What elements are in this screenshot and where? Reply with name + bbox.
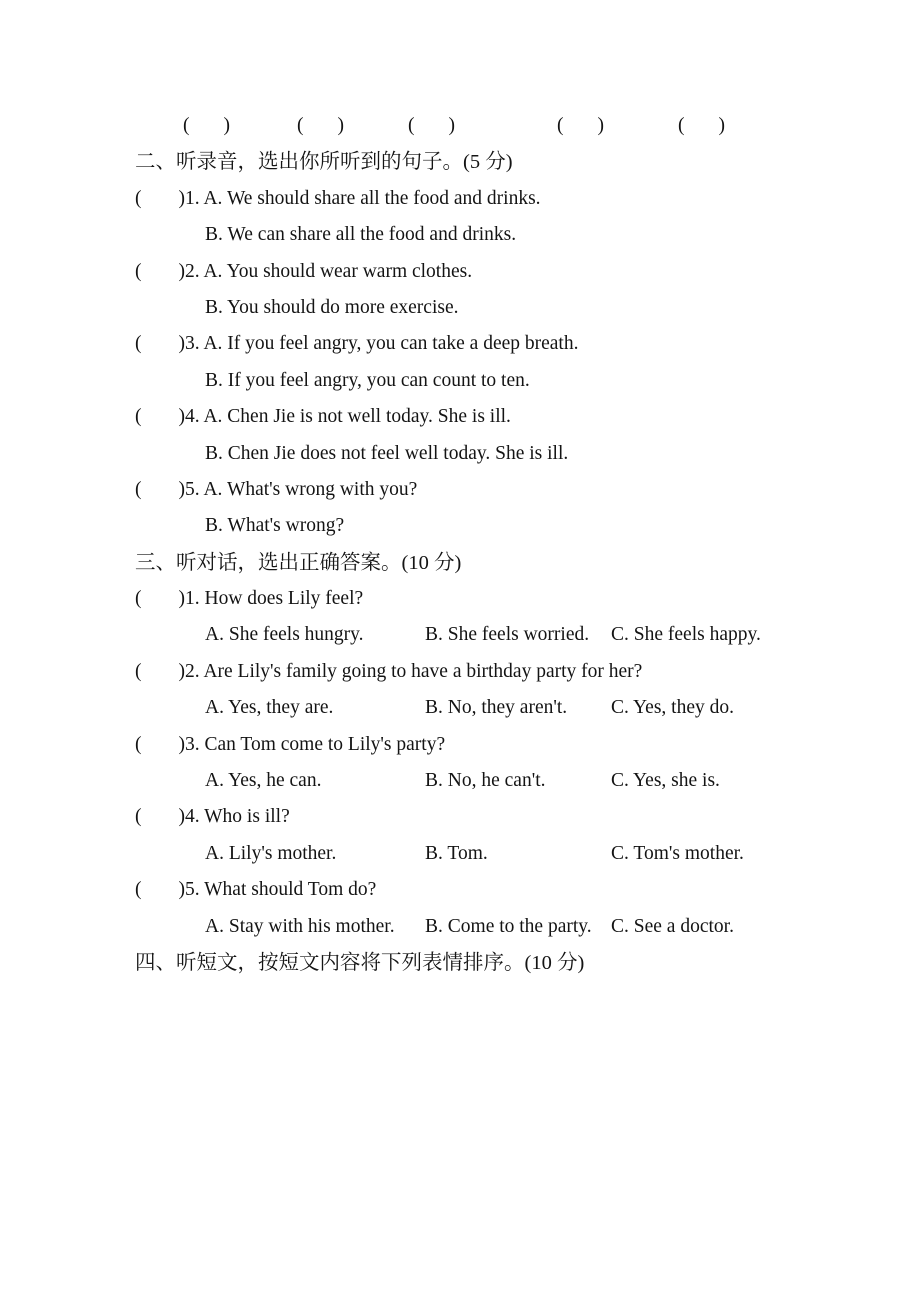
s2-q2-optionB-line bbox=[205, 290, 880, 326]
paren-close-glyph: ) bbox=[178, 806, 185, 828]
s3-q2-line bbox=[135, 654, 880, 690]
s3-q4-options-row bbox=[205, 836, 880, 872]
option-label: A. bbox=[203, 406, 223, 428]
paren-close-glyph: ) bbox=[448, 115, 455, 136]
option-a bbox=[205, 836, 425, 872]
s3-q4-line bbox=[135, 799, 880, 835]
answer-blank-row bbox=[183, 108, 880, 144]
question-text: Who is ill? bbox=[204, 806, 290, 828]
s3-q3-options-row bbox=[205, 763, 880, 799]
option-text: No, they aren't. bbox=[447, 697, 568, 719]
paren-open-glyph: ( bbox=[297, 115, 304, 136]
option-label: B. bbox=[205, 369, 223, 391]
option-label: C. bbox=[611, 624, 629, 646]
option-text: Tom. bbox=[447, 842, 488, 864]
s2-q4-line bbox=[135, 399, 880, 435]
option-c bbox=[611, 617, 761, 653]
option-label: A. bbox=[203, 260, 223, 282]
option-c bbox=[611, 836, 744, 872]
answer-blank bbox=[678, 108, 725, 144]
paren-open-glyph: ( bbox=[408, 115, 415, 136]
option-text: She feels happy. bbox=[633, 624, 761, 646]
option-label: A. bbox=[205, 624, 224, 646]
question-text: How does Lily feel? bbox=[204, 588, 364, 610]
paren-close-glyph: ) bbox=[178, 879, 185, 901]
option-text: You should do more exercise. bbox=[227, 296, 459, 318]
question-number: 1. bbox=[185, 588, 200, 610]
paren-close-glyph: ) bbox=[178, 260, 185, 282]
question-number: 5. bbox=[185, 478, 200, 500]
paren-close-glyph: ) bbox=[718, 115, 725, 136]
option-text: She feels worried. bbox=[447, 624, 590, 646]
question-text: Can Tom come to Lily's party? bbox=[204, 733, 446, 755]
option-text: Yes, he can. bbox=[228, 770, 322, 792]
s2-q1-optionB-line bbox=[205, 217, 880, 253]
option-text: Yes, she is. bbox=[633, 770, 720, 792]
option-b bbox=[425, 763, 611, 799]
option-text: Lily's mother. bbox=[228, 842, 337, 864]
question-text: Are Lily's family going to have a birthday party for her? bbox=[203, 660, 643, 682]
s3-q3-line bbox=[135, 727, 880, 763]
option-label: B. bbox=[205, 442, 223, 464]
option-label: A. bbox=[205, 770, 224, 792]
s3-q5-options-row bbox=[205, 909, 880, 945]
option-label: A. bbox=[205, 915, 224, 937]
question-number: 2. bbox=[185, 260, 200, 282]
s2-q3-optionB-line bbox=[205, 363, 880, 399]
option-b bbox=[425, 836, 611, 872]
question-number: 4. bbox=[185, 406, 200, 428]
s3-q2-options-row bbox=[205, 690, 880, 726]
option-label: A. bbox=[205, 842, 224, 864]
option-label: B. bbox=[205, 515, 223, 537]
paren-close-glyph: ) bbox=[337, 115, 344, 136]
option-c bbox=[611, 909, 734, 945]
paren-open-glyph: ( bbox=[135, 806, 142, 828]
option-label: A. bbox=[205, 697, 224, 719]
option-text: If you feel angry, you can count to ten. bbox=[227, 369, 530, 391]
option-c bbox=[611, 690, 734, 726]
answer-blank bbox=[557, 108, 604, 144]
paren-open-glyph: ( bbox=[135, 660, 142, 682]
option-text: Chen Jie does not feel well today. She is ill. bbox=[227, 442, 569, 464]
option-c bbox=[611, 763, 720, 799]
option-text: If you feel angry, you can take a deep breath. bbox=[227, 333, 579, 355]
paren-open-glyph: ( bbox=[135, 733, 142, 755]
option-text: We should share all the food and drinks. bbox=[226, 187, 541, 209]
option-text: Come to the party. bbox=[447, 915, 592, 937]
option-label: C. bbox=[611, 770, 629, 792]
option-text: Stay with his mother. bbox=[228, 915, 395, 937]
question-number: 3. bbox=[185, 333, 200, 355]
s3-q5-line bbox=[135, 872, 880, 908]
option-label: B. bbox=[205, 296, 223, 318]
paren-open-glyph: ( bbox=[135, 187, 142, 209]
s2-q3-line bbox=[135, 326, 880, 362]
paren-open-glyph: ( bbox=[557, 115, 564, 136]
paren-close-glyph: ) bbox=[178, 733, 185, 755]
option-text: She feels hungry. bbox=[228, 624, 364, 646]
question-number: 2. bbox=[185, 660, 200, 682]
paren-open-glyph: ( bbox=[135, 478, 142, 500]
option-label: C. bbox=[611, 697, 629, 719]
option-label: C. bbox=[611, 842, 629, 864]
option-label: A. bbox=[203, 187, 223, 209]
s2-q1-line bbox=[135, 181, 880, 217]
question-number: 5. bbox=[185, 879, 200, 901]
option-b bbox=[425, 617, 611, 653]
paren-open-glyph: ( bbox=[135, 406, 142, 428]
option-text: Yes, they are. bbox=[228, 697, 334, 719]
option-text: You should wear warm clothes. bbox=[226, 260, 473, 282]
paren-close-glyph: ) bbox=[178, 187, 185, 209]
option-label: B. bbox=[425, 915, 443, 937]
option-label: B. bbox=[425, 770, 443, 792]
paren-close-glyph: ) bbox=[223, 115, 230, 136]
question-number: 1. bbox=[185, 187, 200, 209]
option-label: C. bbox=[611, 915, 629, 937]
option-text: Chen Jie is not well today. She is ill. bbox=[227, 406, 511, 428]
option-text: See a doctor. bbox=[633, 915, 734, 937]
option-text: Yes, they do. bbox=[633, 697, 734, 719]
option-b bbox=[425, 690, 611, 726]
option-label: B. bbox=[425, 697, 443, 719]
option-text: Tom's mother. bbox=[633, 842, 744, 864]
s3-q1-options-row bbox=[205, 617, 880, 653]
question-number: 3. bbox=[185, 733, 200, 755]
question-text: What should Tom do? bbox=[204, 879, 377, 901]
s3-q1-line bbox=[135, 581, 880, 617]
option-a bbox=[205, 617, 425, 653]
option-b bbox=[425, 909, 611, 945]
option-label: A. bbox=[203, 478, 223, 500]
option-a bbox=[205, 909, 425, 945]
paren-open-glyph: ( bbox=[135, 333, 142, 355]
option-text: What's wrong with you? bbox=[226, 478, 418, 500]
question-number: 4. bbox=[185, 806, 200, 828]
paren-open-glyph: ( bbox=[135, 260, 142, 282]
option-label: B. bbox=[425, 624, 443, 646]
paren-close-glyph: ) bbox=[597, 115, 604, 136]
answer-blank bbox=[408, 108, 455, 144]
option-label: A. bbox=[203, 333, 223, 355]
section-2-heading: 二、听录音，选出你所听到的句子。(5 分) bbox=[135, 151, 513, 174]
s2-q5-line bbox=[135, 472, 880, 508]
section-4-heading: 四、听短文，按短文内容将下列表情排序。(10 分) bbox=[135, 951, 585, 974]
s2-q2-line bbox=[135, 254, 880, 290]
section-3-heading: 三、听对话，选出正确答案。(10 分) bbox=[135, 551, 462, 574]
option-text: What's wrong? bbox=[227, 515, 345, 537]
paren-close-glyph: ) bbox=[178, 660, 185, 682]
paren-open-glyph: ( bbox=[135, 879, 142, 901]
option-text: No, he can't. bbox=[447, 770, 546, 792]
s2-q4-optionB-line bbox=[205, 436, 880, 472]
option-label: B. bbox=[425, 842, 443, 864]
option-text: We can share all the food and drinks. bbox=[227, 224, 517, 246]
answer-blank bbox=[297, 108, 344, 144]
paren-close-glyph: ) bbox=[178, 478, 185, 500]
paren-open-glyph: ( bbox=[135, 588, 142, 610]
option-a bbox=[205, 690, 425, 726]
paren-close-glyph: ) bbox=[178, 333, 185, 355]
option-label: B. bbox=[205, 224, 223, 246]
paren-open-glyph: ( bbox=[678, 115, 685, 136]
paren-open-glyph: ( bbox=[183, 115, 190, 136]
paren-close-glyph: ) bbox=[178, 588, 185, 610]
s2-q5-optionB-line bbox=[205, 508, 880, 544]
answer-blank bbox=[183, 108, 230, 144]
paren-close-glyph: ) bbox=[178, 406, 185, 428]
option-a bbox=[205, 763, 425, 799]
